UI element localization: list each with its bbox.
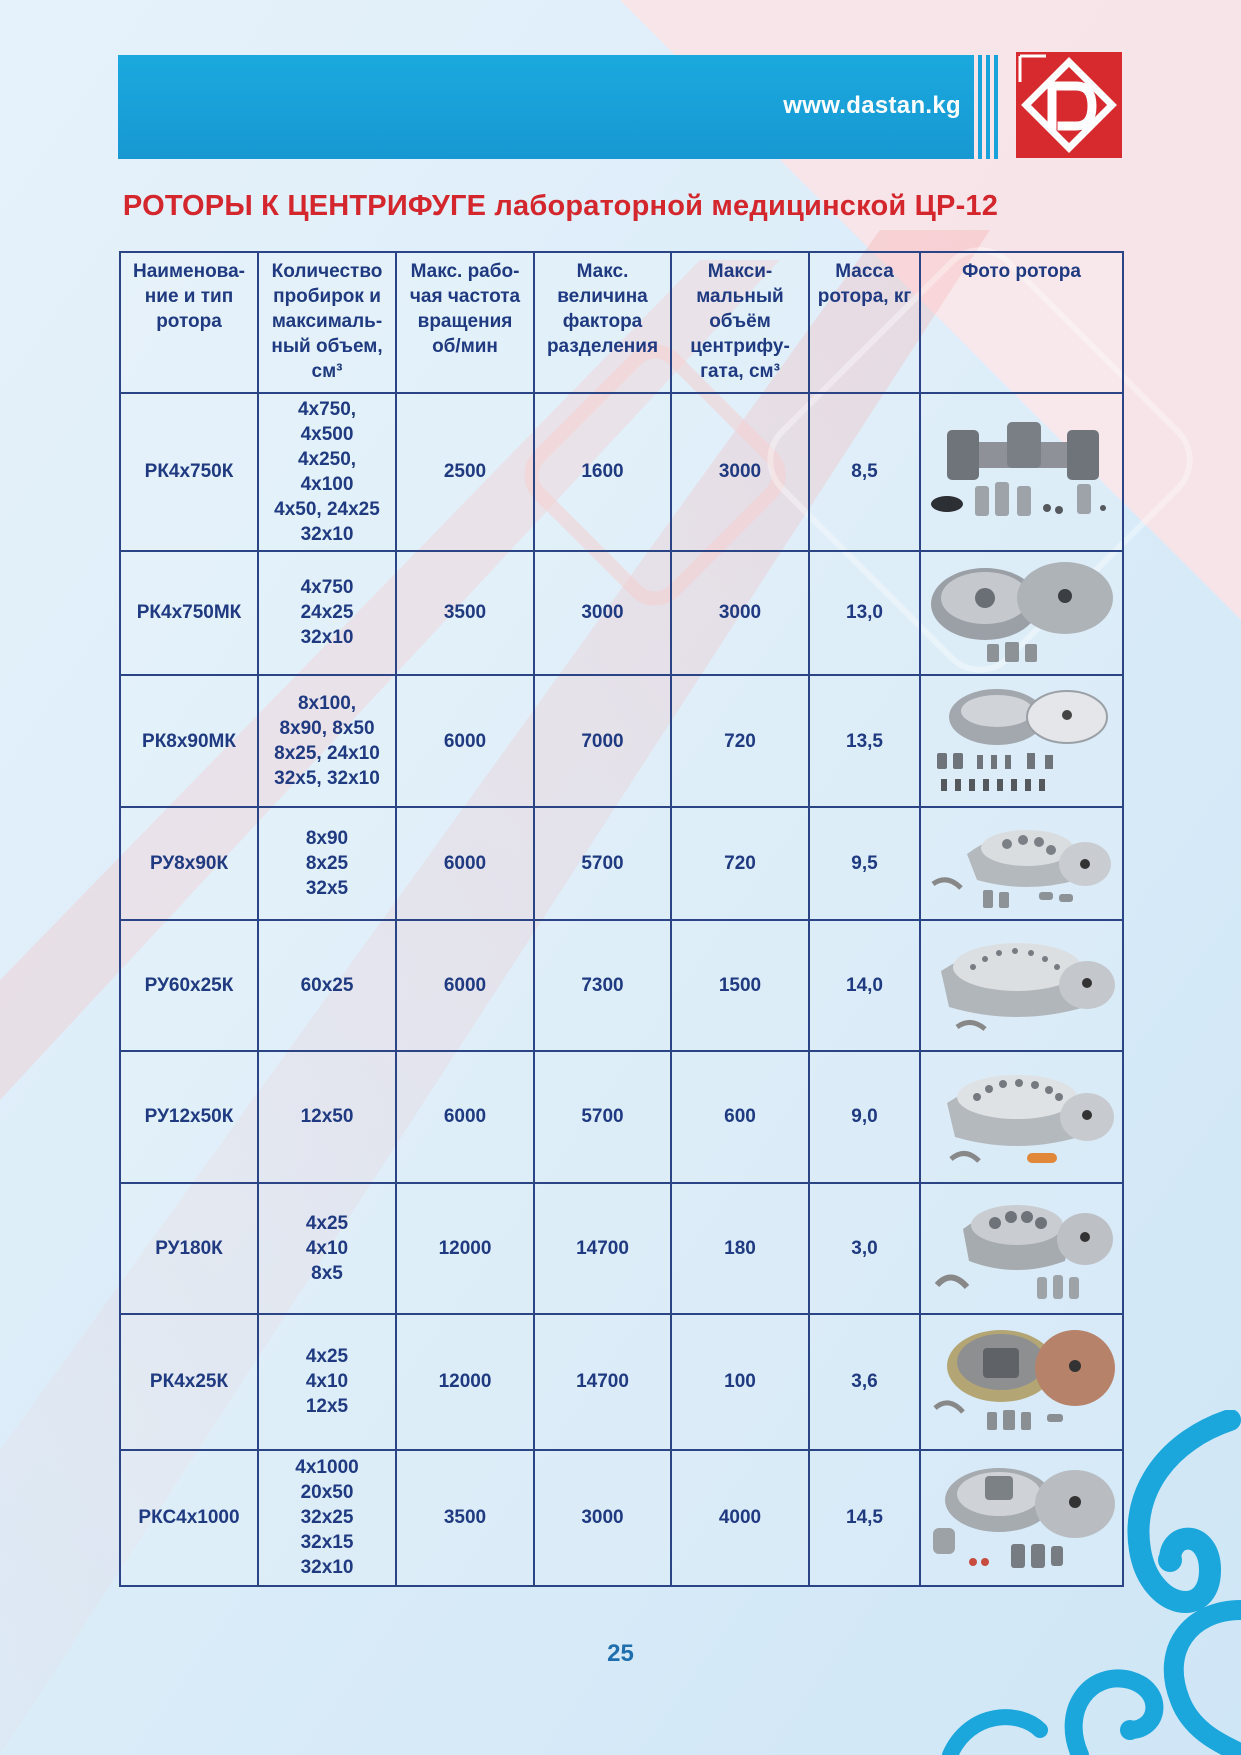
table-row: [120, 807, 1123, 919]
twelve-tube-rotor-icon: [927, 1059, 1117, 1175]
tube-line: 8х100,: [297, 693, 357, 715]
table-row: [120, 393, 1123, 551]
max-speed: 12000: [396, 1183, 534, 1314]
rotor-mass: 13,0: [809, 551, 920, 675]
swing-bucket-rotor-icon: [927, 412, 1117, 532]
max-speed: 2500: [396, 393, 534, 551]
max-speed: 6000: [396, 920, 534, 1051]
tube-config: [258, 920, 396, 1051]
tube-line: 4х10: [305, 1237, 349, 1259]
rotor-name: РК4х750К: [120, 393, 258, 551]
tube-line: 32х25: [300, 1507, 354, 1529]
tube-line: 32х10: [300, 523, 354, 545]
tube-line: 4х250,: [297, 448, 357, 470]
rotor-mass: 3,0: [809, 1183, 920, 1314]
tube-line: 4х10: [305, 1371, 349, 1393]
tube-config: [258, 807, 396, 919]
page-title: РОТОРЫ К ЦЕНТРИФУГЕ лабораторной медицинской ЦР-12: [122, 190, 999, 222]
header-factor: Макс. величина фактора разделения: [534, 252, 671, 393]
max-volume: 3000: [671, 393, 809, 551]
table-row: [120, 675, 1123, 807]
kyrgyz-ornament-icon: [930, 1410, 1241, 1755]
tube-line: 8х5: [311, 1262, 343, 1284]
max-speed: 3500: [396, 551, 534, 675]
rotor-mass: 14,0: [809, 920, 920, 1051]
tube-config: [258, 675, 396, 807]
rotor-mass: 14,5: [809, 1450, 920, 1587]
tube-line: 12х5: [305, 1396, 349, 1418]
header-tubes: Количество пробирок и максималь-ный объем, см³: [258, 252, 396, 393]
max-speed: 12000: [396, 1314, 534, 1449]
rotor-mass: 3,6: [809, 1314, 920, 1449]
separation-factor: 5700: [534, 807, 671, 919]
rotor-name: РУ12х50К: [120, 1051, 258, 1182]
tube-line: 4х750,: [297, 398, 357, 420]
tube-line: 32х5, 32х10: [274, 768, 380, 790]
max-speed: 3500: [396, 1450, 534, 1587]
tube-line: 32х15: [300, 1532, 354, 1554]
max-volume: 1500: [671, 920, 809, 1051]
rotor-name: РУ60х25К: [120, 920, 258, 1051]
tube-line: 4х50, 24х25: [274, 498, 380, 520]
multi-tube-rotor-icon: [927, 683, 1117, 799]
rotor-mass: 9,5: [809, 807, 920, 919]
rotor-name: РК4х750МК: [120, 551, 258, 675]
separation-factor: 7300: [534, 920, 671, 1051]
tube-config: [258, 393, 396, 551]
max-volume: 180: [671, 1183, 809, 1314]
separation-factor: 5700: [534, 1051, 671, 1182]
tube-config: [258, 1314, 396, 1449]
tube-line: 32х5: [305, 878, 349, 900]
rotor-mass: 8,5: [809, 393, 920, 551]
header-speed: Макс. рабо-чая частота вращения об/мин: [396, 252, 534, 393]
tube-config: [258, 1450, 396, 1587]
tube-line: 8х25, 24х10: [274, 743, 380, 765]
rotor-mass: 9,0: [809, 1051, 920, 1182]
tube-line: 8х90, 8х50: [279, 718, 375, 740]
max-volume: 3000: [671, 551, 809, 675]
tube-line: 4х100: [300, 473, 354, 495]
tube-line: 8х25: [305, 853, 349, 875]
table-row: [120, 1183, 1123, 1314]
rotor-photo: [920, 675, 1123, 807]
max-volume: 720: [671, 675, 809, 807]
tube-line: 24х25: [300, 602, 354, 624]
rotor-photo: [920, 1051, 1123, 1182]
max-speed: 6000: [396, 1051, 534, 1182]
rotor-photo: [920, 807, 1123, 919]
micro-rotor-icon: [927, 1189, 1117, 1307]
separation-factor: 7000: [534, 675, 671, 807]
rotor-photo: [920, 1183, 1123, 1314]
rotor-name: РК4х25К: [120, 1314, 258, 1449]
tube-line: 20х50: [300, 1482, 354, 1504]
sealed-rotor-icon: [927, 558, 1117, 668]
header-mass: Масса ротора, кг: [809, 252, 920, 393]
rotor-name: РКС4х1000: [120, 1450, 258, 1587]
tube-line: 12х50: [300, 1106, 354, 1128]
rotor-name: РУ180К: [120, 1183, 258, 1314]
max-speed: 6000: [396, 807, 534, 919]
rotor-name: РУ8х90К: [120, 807, 258, 919]
page-number: 25: [607, 1640, 634, 1667]
max-volume: 4000: [671, 1450, 809, 1587]
sixty-tube-rotor-icon: [927, 927, 1117, 1043]
rotor-mass: 13,5: [809, 675, 920, 807]
tube-line: 4х750: [300, 577, 354, 599]
separation-factor: 1600: [534, 393, 671, 551]
rotor-photo: [920, 393, 1123, 551]
max-speed: 6000: [396, 675, 534, 807]
rotor-photo: [920, 551, 1123, 675]
tube-line: 4х25: [305, 1346, 349, 1368]
separation-factor: 3000: [534, 551, 671, 675]
header-stripes: [978, 55, 998, 159]
table-header-row: [120, 252, 1123, 393]
dastan-logo-icon: [1016, 52, 1122, 158]
tube-line: 4х25: [305, 1212, 349, 1234]
tube-config: [258, 1183, 396, 1314]
header-name: Наименова-ние и тип ротора: [120, 252, 258, 393]
separation-factor: 3000: [534, 1450, 671, 1587]
tube-line: 4х500: [300, 423, 354, 445]
rotor-name: РК8х90МК: [120, 675, 258, 807]
tube-line: 32х10: [300, 1557, 354, 1579]
max-volume: 720: [671, 807, 809, 919]
rotor-photo: [920, 920, 1123, 1051]
angle-rotor-icon: [927, 814, 1117, 914]
rotor-spec-table: [119, 251, 1124, 1587]
table-row: [120, 920, 1123, 1051]
header-volume: Макси-мальный объём центрифу-гата, см³: [671, 252, 809, 393]
separation-factor: 14700: [534, 1183, 671, 1314]
table-row: [120, 551, 1123, 675]
max-volume: 600: [671, 1051, 809, 1182]
tube-line: 4х1000: [295, 1457, 359, 1479]
tube-line: 32х10: [300, 627, 354, 649]
tube-line: 60х25: [300, 974, 354, 996]
site-url[interactable]: www.dastan.kg: [783, 92, 961, 119]
tube-line: 8х90: [305, 828, 349, 850]
header-photo: Фото ротора: [920, 252, 1123, 393]
max-volume: 100: [671, 1314, 809, 1449]
table-row: [120, 1051, 1123, 1182]
separation-factor: 14700: [534, 1314, 671, 1449]
tube-config: [258, 1051, 396, 1182]
tube-config: [258, 551, 396, 675]
